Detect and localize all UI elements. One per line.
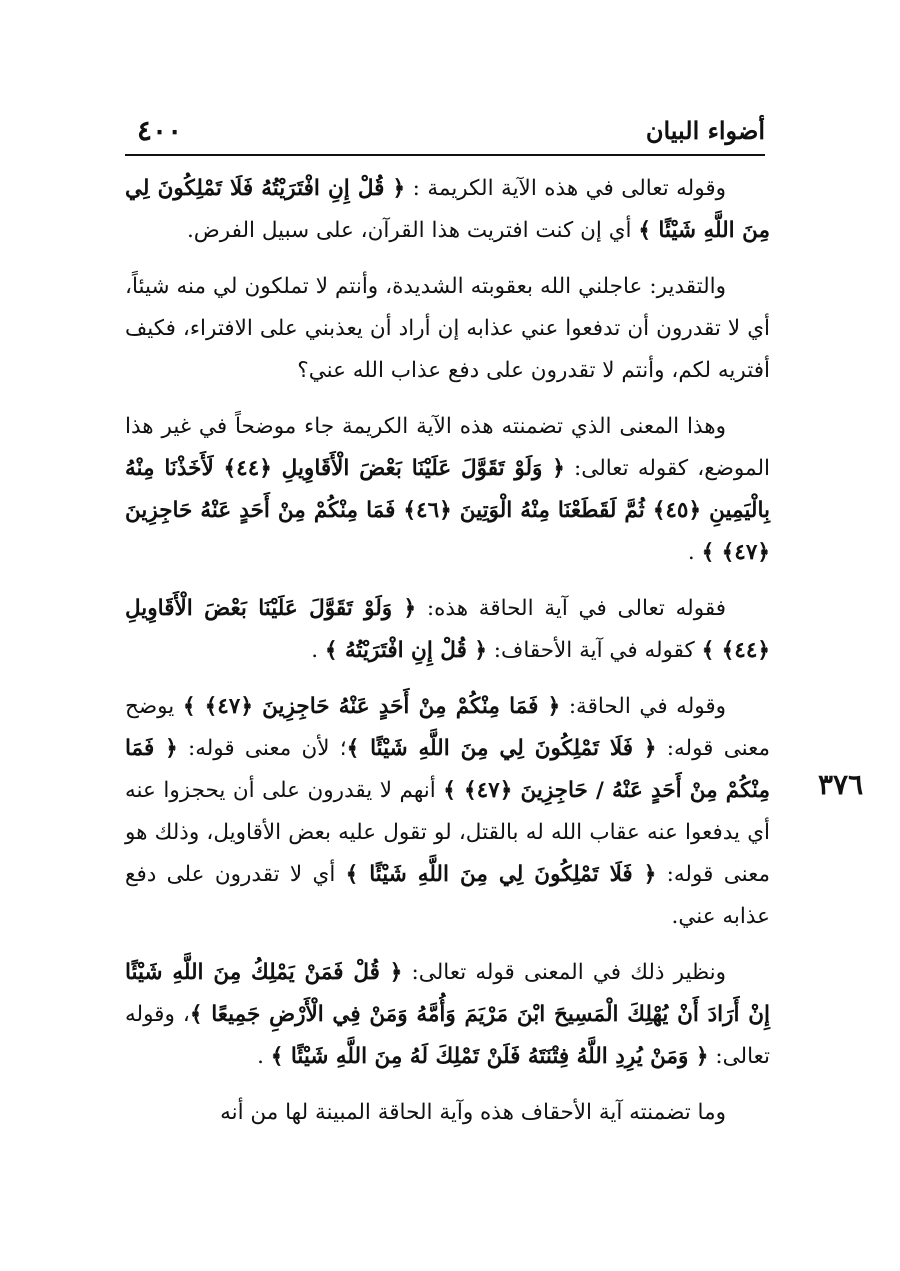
quran-quote: ﴿ قُلْ إِنِ افْتَرَيْتُهُ فَلَا تَمْلِكُونَ لِي مِنَ اللَّهِ شَيْئًا ﴾: [125, 176, 770, 243]
quran-quote: ﴿ فَمَا مِنْكُمْ مِنْ أَحَدٍ عَنْهُ / حَاجِزِينَ ﴿٤٧﴾ ﴾: [125, 736, 770, 803]
text-segment: .: [687, 540, 702, 565]
quran-quote: ﴿ فَمَا مِنْكُمْ مِنْ أَحَدٍ عَنْهُ حَاجِزِينَ ﴿٤٧﴾ ﴾: [182, 694, 561, 719]
page-number: ٤٠٠: [137, 114, 183, 147]
text-segment: .: [257, 1044, 271, 1069]
paragraph: [125, 588, 770, 672]
running-title: أضواء البيان: [645, 116, 765, 145]
text-segment: والتقدير: عاجلني الله بعقوبته الشديدة، وأنتم لا تملكون لي منه شيئاً، أي لا تقدرون أن تدفعوا عني عذابه إن أراد أن يعذبني على الافتراء، فكيف أفتريه لكم، وأنتم لا تقدرون على دفع عذاب الله عني؟: [125, 274, 770, 383]
text-segment: .: [311, 638, 325, 663]
text-segment: كقوله في آية الأحقاف:: [486, 638, 702, 663]
quran-quote: ﴿ فَلَا تَمْلِكُونَ لِي مِنَ اللَّهِ شَيْئًا ﴾: [345, 862, 657, 887]
quran-quote: ﴿ قُلْ إِنِ افْتَرَيْتُهُ ﴾: [324, 638, 487, 663]
text-segment: فقوله تعالى في آية الحاقة هذه:: [416, 596, 726, 621]
text-segment: ؛ لأن معنى قوله:: [177, 736, 347, 761]
quran-quote: ﴿ وَلَوْ تَقَوَّلَ عَلَيْنَا بَعْضَ الْأَقَاوِيلِ ﴿٤٤﴾ ﴾: [125, 596, 770, 663]
quran-quote: ﴿ فَلَا تَمْلِكُونَ لِي مِنَ اللَّهِ شَيْئًا ﴾: [346, 736, 657, 761]
text-segment: وما تضمنته آية الأحقاف هذه وآية الحاقة المبينة لها من أنه: [220, 1100, 726, 1125]
quran-quote: ﴿ وَمَنْ يُرِدِ اللَّهُ فِتْنَتَهُ فَلَنْ تَمْلِكَ لَهُ مِنَ اللَّهِ شَيْئًا ﴾: [270, 1044, 709, 1069]
text-segment: ونظير ذلك في المعنى قوله تعالى:: [402, 960, 727, 985]
margin-page-reference: ٣٧٦: [818, 768, 864, 801]
paragraph: [125, 266, 770, 392]
page-header: [125, 110, 765, 156]
paragraph: [125, 952, 770, 1078]
text-segment: أي إن كنت افتريت هذا القرآن، على سبيل الفرض.: [186, 218, 639, 243]
text-segment: أنهم لا يقدرون على أن يحجزوا عنه أي يدفعوا عنه عقاب الله له بالقتل، لو تقول عليه بعض الأقاويل، وذلك هو معنى قوله:: [125, 778, 770, 887]
text-segment: وقوله في الحاقة:: [560, 694, 727, 719]
text-segment: أي لا تقدرون على دفع عذابه عني.: [125, 862, 770, 929]
text-segment: وهذا المعنى الذي تضمنته هذه الآية الكريمة جاء موضحاً في غير هذا الموضع، كقوله تعالى:: [125, 414, 770, 481]
quran-quote: ﴿ قُلْ فَمَنْ يَمْلِكُ مِنَ اللَّهِ شَيْئًا إِنْ أَرَادَ أَنْ يُهْلِكَ الْمَسِيحَ ابْنَ مَرْيَمَ وَأُمَّهُ وَمَنْ فِي الْأَرْضِ جَمِيعًا ﴾: [125, 960, 770, 1027]
paragraph: [125, 1092, 770, 1134]
paragraph: [125, 168, 770, 252]
text-segment: وقوله تعالى في هذه الآية الكريمة :: [405, 176, 727, 201]
paragraph: [125, 686, 770, 938]
paragraph: [125, 406, 770, 574]
quran-quote: ﴿ وَلَوْ تَقَوَّلَ عَلَيْنَا بَعْضَ الْأَقَاوِيلِ ﴿٤٤﴾ لَأَخَذْنَا مِنْهُ بِالْيَمِينِ ﴿٤٥﴾ ثُمَّ لَقَطَعْنَا مِنْهُ الْوَتِينَ ﴿٤٦﴾ فَمَا مِنْكُمْ مِنْ أَحَدٍ عَنْهُ حَاجِزِينَ ﴿٤٧﴾ ﴾: [125, 456, 770, 565]
text-segment: ، وقوله تعالى:: [125, 1002, 770, 1069]
text-segment: يوضح معنى قوله:: [125, 694, 770, 761]
body-text: [125, 168, 770, 1148]
